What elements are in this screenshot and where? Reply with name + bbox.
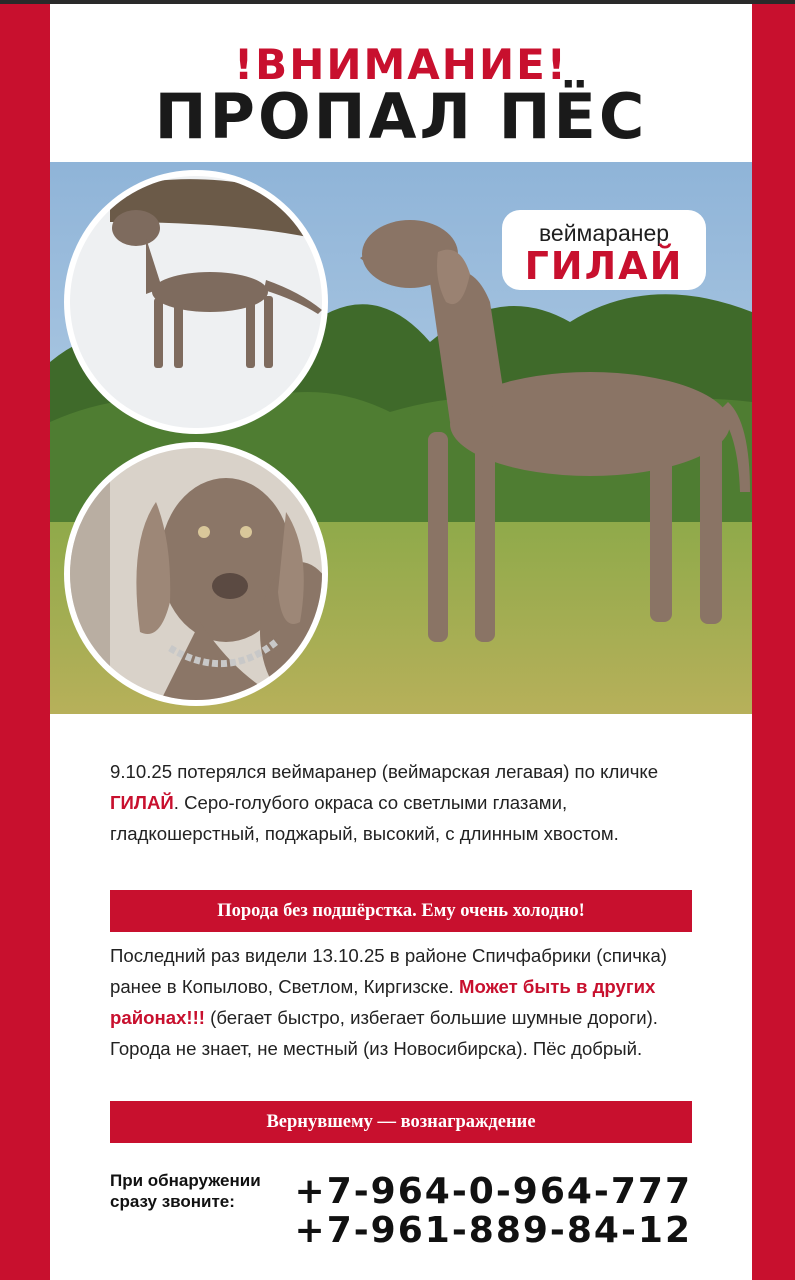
name-badge <box>502 210 706 290</box>
last-seen-paragraph <box>110 940 710 1064</box>
lost-dog-poster <box>50 4 752 1280</box>
attention-label: !ВНИМАНИЕ! <box>234 40 568 89</box>
poster-header <box>50 4 752 164</box>
call-to-action-label: При обнаружении сразу звоните: <box>110 1171 261 1211</box>
dog-name-label: ГИЛАЙ <box>524 244 684 288</box>
breed-label: веймаранер <box>538 220 670 246</box>
last-seen-text-cont: (бегает быстро, избегает большие шумные дороги). Города не знает, не местный (из Новосибирска). Пёс добрый. <box>110 1007 658 1059</box>
description-text-cont: . Серо-голубого окраса со светлыми глазами, гладкошерстный, поджарый, высокий, с длинным хвостом. <box>110 792 619 844</box>
phone-number-1[interactable]: +7-964-0-964-777 <box>294 1171 692 1212</box>
dog-name-highlight: ГИЛАЙ <box>110 792 174 813</box>
description-paragraph <box>110 756 710 849</box>
other-districts-highlight: Может быть в других районах!!! <box>110 976 656 1028</box>
reward-banner: Вернувшему — вознаграждение <box>110 1101 692 1143</box>
headline: ПРОПАЛ ПЁС <box>154 80 648 153</box>
dog-photo-collage <box>50 162 752 714</box>
description-text: 9.10.25 потерялся веймаранер (веймарская легавая) по кличке <box>110 761 659 782</box>
last-seen-text: Последний раз видели 13.10.25 в районе Спичфабрики (спичка) ранее в Копылово, Светлом, Киргизске. <box>110 945 667 997</box>
phone-number-2[interactable]: +7-961-889-84-12 <box>294 1210 692 1251</box>
warning-banner: Порода без подшёрстка. Ему очень холодно! <box>110 890 692 932</box>
